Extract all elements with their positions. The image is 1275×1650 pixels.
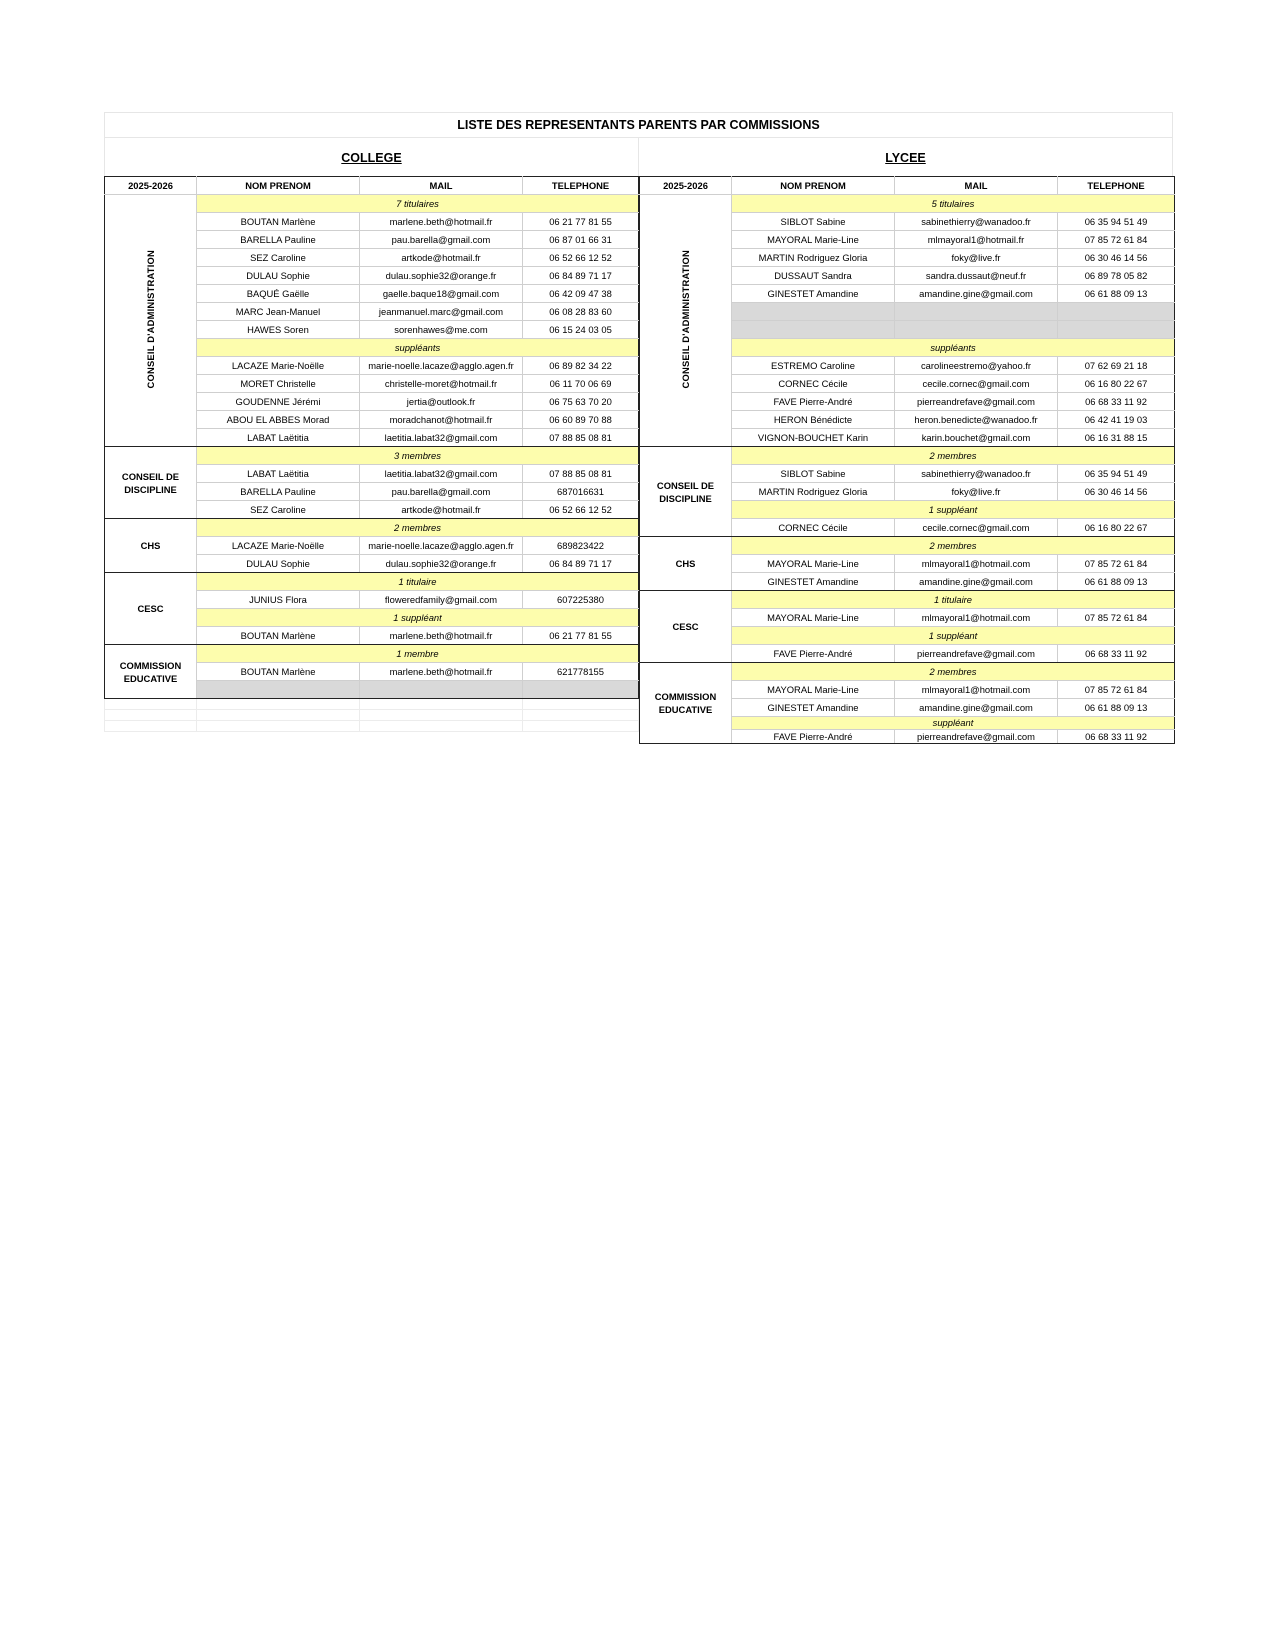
table-row: LACAZE Marie-Noëlle marie-noelle.lacaze@agglo.agen.fr 06 89 82 34 22 — [105, 357, 639, 375]
table-row: LACAZE Marie-Noëlle marie-noelle.lacaze@agglo.agen.fr 689823422 — [105, 537, 639, 555]
college-cd-label: CONSEIL DE DISCIPLINE — [105, 447, 197, 519]
group-label: 1 titulaire — [732, 591, 1175, 609]
table-row: SIBLOT Sabine sabinethierry@wanadoo.fr 06 35 94 51 49 — [640, 213, 1175, 231]
table-row: HERON Bénédicte heron.benedicte@wanadoo.fr 06 42 41 19 03 — [640, 411, 1175, 429]
lycee-ca-titulaires-row — [640, 195, 1175, 213]
empty-row — [105, 699, 639, 710]
group-label: 1 suppléant — [197, 609, 639, 627]
table-row: SEZ Caroline artkode@hotmail.fr 06 52 66 12 52 — [105, 501, 639, 519]
group-label: 1 membre — [197, 645, 639, 663]
college-cd-members-row — [105, 447, 639, 465]
representatives-sheet — [104, 112, 1173, 744]
group-label: suppléants — [197, 339, 639, 357]
group-label: 1 suppléant — [732, 627, 1175, 645]
college-ca-titulaires-row — [105, 195, 639, 213]
group-label: 7 titulaires — [197, 195, 639, 213]
table-row: SEZ Caroline artkode@hotmail.fr 06 52 66 12 52 — [105, 249, 639, 267]
phone-header: TELEPHONE — [523, 177, 639, 195]
group-label: 1 titulaire — [197, 573, 639, 591]
lycee-cd-label: CONSEIL DE DISCIPLINE — [640, 447, 732, 537]
table-row: FAVE Pierre-André pierreandrefave@gmail.com 06 68 33 11 92 — [640, 730, 1175, 744]
college-cesc-label: CESC — [105, 573, 197, 645]
page-title: LISTE DES REPRESENTANTS PARENTS PAR COMMISSIONS — [104, 112, 1173, 137]
college-cesc-titulaire-row — [105, 573, 639, 591]
table-row: MARTIN Rodriguez Gloria foky@live.fr 06 30 46 14 56 — [640, 483, 1175, 501]
college-ca-label: CONSEIL D'ADMINISTRATION — [105, 195, 197, 447]
year-header: 2025-2026 — [640, 177, 732, 195]
table-row: GINESTET Amandine amandine.gine@gmail.com 06 61 88 09 13 — [640, 573, 1175, 591]
phone-header: TELEPHONE — [1058, 177, 1175, 195]
lycee-chs-label: CHS — [640, 537, 732, 591]
table-row: MARC Jean-Manuel jeanmanuel.marc@gmail.com 06 08 28 83 60 — [105, 303, 639, 321]
table-row: CORNEC Cécile cecile.cornec@gmail.com 06 16 80 22 67 — [640, 375, 1175, 393]
table-row: BOUTAN Marlène marlene.beth@hotmail.fr 06 21 77 81 55 — [105, 627, 639, 645]
college-ce-members-row — [105, 645, 639, 663]
table-row: MARTIN Rodriguez Gloria foky@live.fr 06 30 46 14 56 — [640, 249, 1175, 267]
table-row: BAQUÉ Gaëlle gaelle.baque18@gmail.com 06 42 09 47 38 — [105, 285, 639, 303]
table-row: DULAU Sophie dulau.sophie32@orange.fr 06 84 89 71 17 — [105, 555, 639, 573]
group-label: 3 membres — [197, 447, 639, 465]
section-headings — [104, 137, 1173, 176]
table-row: BARELLA Pauline pau.barella@gmail.com 687016631 — [105, 483, 639, 501]
college-header-row — [105, 177, 639, 195]
table-row: LABAT Laëtitia laetitia.labat32@gmail.com 07 88 85 08 81 — [105, 429, 639, 447]
table-row: VIGNON-BOUCHET Karin karin.bouchet@gmail.com 06 16 31 88 15 — [640, 429, 1175, 447]
empty-row — [105, 721, 639, 732]
table-row: GINESTET Amandine amandine.gine@gmail.com 06 61 88 09 13 — [640, 285, 1175, 303]
lycee-cesc-label: CESC — [640, 591, 732, 663]
group-label: suppléants — [732, 339, 1175, 357]
lycee-chs-members-row — [640, 537, 1175, 555]
lycee-table — [639, 176, 1175, 744]
group-label: 5 titulaires — [732, 195, 1175, 213]
table-row: DULAU Sophie dulau.sophie32@orange.fr 06 84 89 71 17 — [105, 267, 639, 285]
lycee-ce-label: COMMISSION EDUCATIVE — [640, 663, 732, 744]
table-row: HAWES Soren sorenhawes@me.com 06 15 24 03 05 — [105, 321, 639, 339]
table-row: FAVE Pierre-André pierreandrefave@gmail.com 06 68 33 11 92 — [640, 393, 1175, 411]
table-row: BOUTAN Marlène marlene.beth@hotmail.fr 621778155 — [105, 663, 639, 681]
table-row: CORNEC Cécile cecile.cornec@gmail.com 06 16 80 22 67 — [640, 519, 1175, 537]
table-row: ABOU EL ABBES Morad moradchanot@hotmail.fr 06 60 89 70 88 — [105, 411, 639, 429]
lycee-heading: LYCEE — [885, 151, 926, 165]
lycee-header-row — [640, 177, 1175, 195]
mail-header: MAIL — [360, 177, 523, 195]
table-row: MAYORAL Marie-Line mlmayoral1@hotmail.com 07 85 72 61 84 — [640, 609, 1175, 627]
college-chs-label: CHS — [105, 519, 197, 573]
table-row: MAYORAL Marie-Line mlmayoral1@hotmail.com 07 85 72 61 84 — [640, 681, 1175, 699]
table-row: MAYORAL Marie-Line mlmayoral1@hotmail.fr 07 85 72 61 84 — [640, 231, 1175, 249]
table-row: BARELLA Pauline pau.barella@gmail.com 06 87 01 66 31 — [105, 231, 639, 249]
college-heading: COLLEGE — [105, 138, 639, 176]
year-header: 2025-2026 — [105, 177, 197, 195]
group-label: suppléant — [732, 717, 1175, 730]
lycee-cesc-titulaire-row — [640, 591, 1175, 609]
table-row: SIBLOT Sabine sabinethierry@wanadoo.fr 06 35 94 51 49 — [640, 465, 1175, 483]
college-table — [104, 176, 639, 732]
college-ce-label: COMMISSION EDUCATIVE — [105, 645, 197, 699]
table-row: DUSSAUT Sandra sandra.dussaut@neuf.fr 06 89 78 05 82 — [640, 267, 1175, 285]
table-row: GINESTET Amandine amandine.gine@gmail.com 06 61 88 09 13 — [640, 699, 1175, 717]
group-label: 2 membres — [732, 447, 1175, 465]
table-row: BOUTAN Marlène marlene.beth@hotmail.fr 06 21 77 81 55 — [105, 213, 639, 231]
group-label: 2 membres — [197, 519, 639, 537]
table-row: JUNIUS Flora floweredfamily@gmail.com 607225380 — [105, 591, 639, 609]
lycee-ce-members-row — [640, 663, 1175, 681]
table-row: ESTREMO Caroline carolineestremo@yahoo.fr 07 62 69 21 18 — [640, 357, 1175, 375]
college-chs-members-row — [105, 519, 639, 537]
table-row: GOUDENNE Jérémi jertia@outlook.fr 06 75 63 70 20 — [105, 393, 639, 411]
mail-header: MAIL — [895, 177, 1058, 195]
name-header: NOM PRENOM — [732, 177, 895, 195]
lycee-ca-label: CONSEIL D'ADMINISTRATION — [640, 195, 732, 447]
empty-row — [105, 710, 639, 721]
table-row: LABAT Laëtitia laetitia.labat32@gmail.com 07 88 85 08 81 — [105, 465, 639, 483]
group-label: 2 membres — [732, 663, 1175, 681]
group-label: 2 membres — [732, 537, 1175, 555]
group-label: 1 suppléant — [732, 501, 1175, 519]
table-row: MORET Christelle christelle-moret@hotmail.fr 06 11 70 06 69 — [105, 375, 639, 393]
name-header: NOM PRENOM — [197, 177, 360, 195]
table-row: MAYORAL Marie-Line mlmayoral1@hotmail.com 07 85 72 61 84 — [640, 555, 1175, 573]
lycee-cd-members-row — [640, 447, 1175, 465]
table-row: FAVE Pierre-André pierreandrefave@gmail.com 06 68 33 11 92 — [640, 645, 1175, 663]
